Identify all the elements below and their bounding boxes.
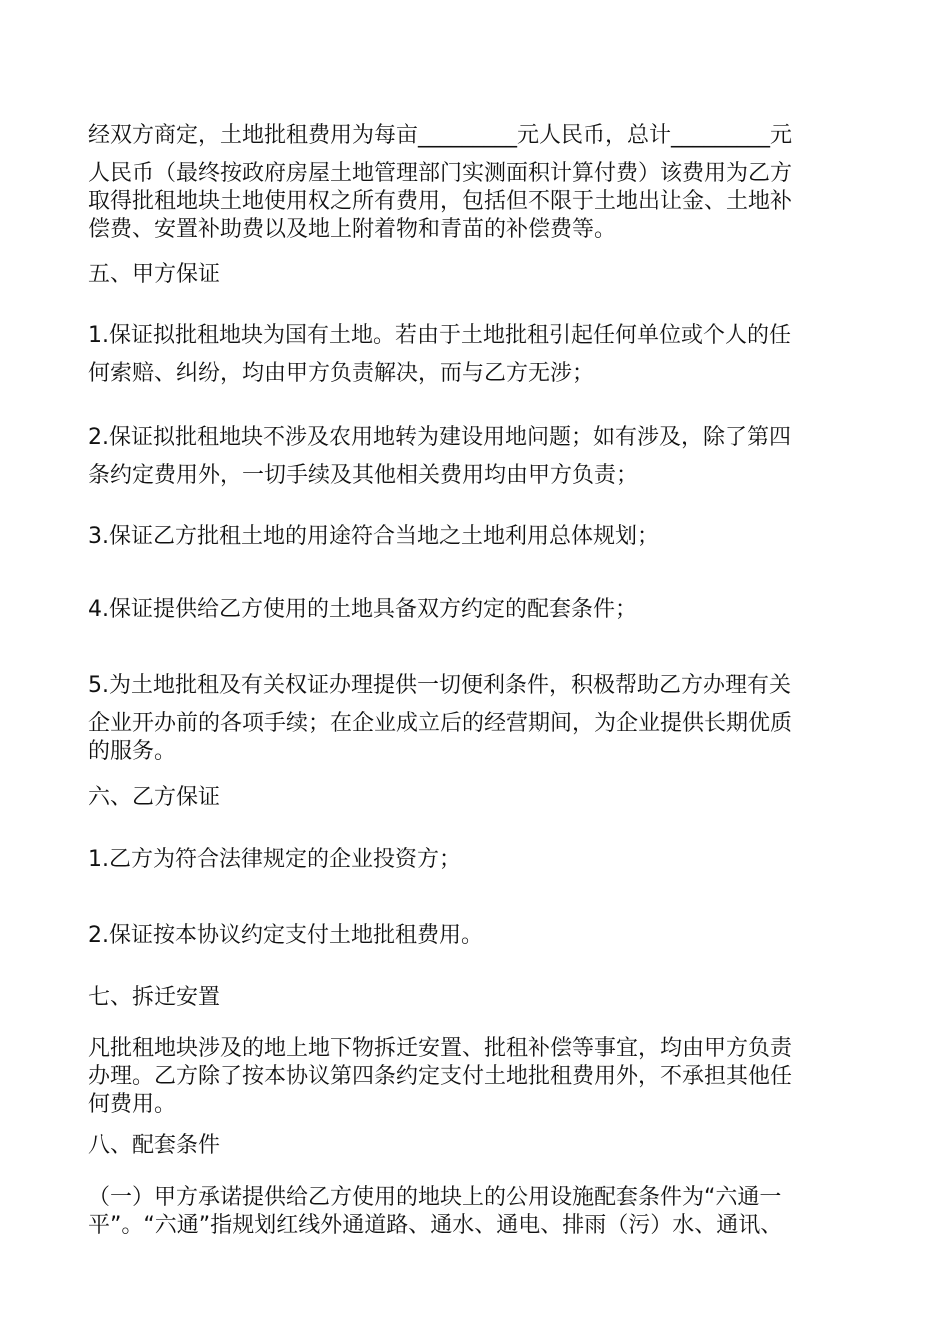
clause-5-5 xyxy=(88,672,878,766)
paragraph-fee xyxy=(88,122,878,244)
text-line: 平”。“六通”指规划红线外通道路、通水、通电、排雨（污）水、通讯、 xyxy=(88,1213,783,1238)
text-line: 1.保证拟批租地块为国有土地。若由于土地批租引起任何单位或个人的任 xyxy=(88,323,791,348)
clause-5-2 xyxy=(88,424,878,490)
section-heading-6 xyxy=(88,784,878,812)
text-line: 3.保证乙方批租土地的用途符合当地之土地利用总体规划； xyxy=(88,524,659,549)
text-line: 2.保证拟批租地块不涉及农用地转为建设用地问题；如有涉及，除了第四 xyxy=(88,425,791,450)
section-heading-8 xyxy=(88,1132,878,1160)
text-line: 企业开办前的各项手续；在企业成立后的经营期间，为企业提供长期优质 xyxy=(88,711,793,736)
text-line: 何索赔、纠纷，均由甲方负责解决，而与乙方无涉； xyxy=(88,361,595,386)
heading-text: 五、甲方保证 xyxy=(88,262,221,287)
paragraph-facilities xyxy=(88,1184,878,1240)
text-line: 经双方商定，土地批租费用为每亩_________元人民币，总计_________元 xyxy=(88,123,793,148)
text-line: 办理。乙方除了按本协议第四条约定支付土地批租费用外，不承担其他任 xyxy=(88,1064,793,1089)
clause-6-1 xyxy=(88,846,878,874)
clause-6-2 xyxy=(88,922,878,950)
section-heading-5 xyxy=(88,261,878,289)
text-line: 偿费、安置补助费以及地上附着物和青苗的补偿费等。 xyxy=(88,217,617,242)
heading-text: 八、配套条件 xyxy=(88,1133,221,1158)
text-line: 2.保证按本协议约定支付土地批租费用。 xyxy=(88,923,483,948)
section-heading-7 xyxy=(88,984,878,1012)
text-line: （一）甲方承诺提供给乙方使用的地块上的公用设施配套条件为“六通一 xyxy=(88,1185,782,1210)
text-line: 取得批租地块土地使用权之所有费用，包括但不限于土地出让金、土地补 xyxy=(88,189,793,214)
text-line: 5.为土地批租及有关权证办理提供一切便利条件，积极帮助乙方办理有关 xyxy=(88,673,791,698)
clause-5-4 xyxy=(88,596,878,624)
text-line: 人民币（最终按政府房屋土地管理部门实测面积计算付费）该费用为乙方 xyxy=(88,161,793,186)
heading-text: 七、拆迁安置 xyxy=(88,985,221,1010)
paragraph-relocation xyxy=(88,1035,878,1119)
text-line: 何费用。 xyxy=(88,1092,177,1117)
text-line: 的服务。 xyxy=(88,739,177,764)
text-line: 4.保证提供给乙方使用的土地具备双方约定的配套条件； xyxy=(88,597,637,622)
clause-5-1 xyxy=(88,322,878,388)
text-line: 1.乙方为符合法律规定的企业投资方； xyxy=(88,847,461,872)
clause-5-3 xyxy=(88,523,878,551)
heading-text: 六、乙方保证 xyxy=(88,785,221,810)
text-line: 凡批租地块涉及的地上地下物拆迁安置、批租补偿等事宜，均由甲方负责 xyxy=(88,1036,793,1061)
text-line: 条约定费用外，一切手续及其他相关费用均由甲方负责； xyxy=(88,463,639,488)
